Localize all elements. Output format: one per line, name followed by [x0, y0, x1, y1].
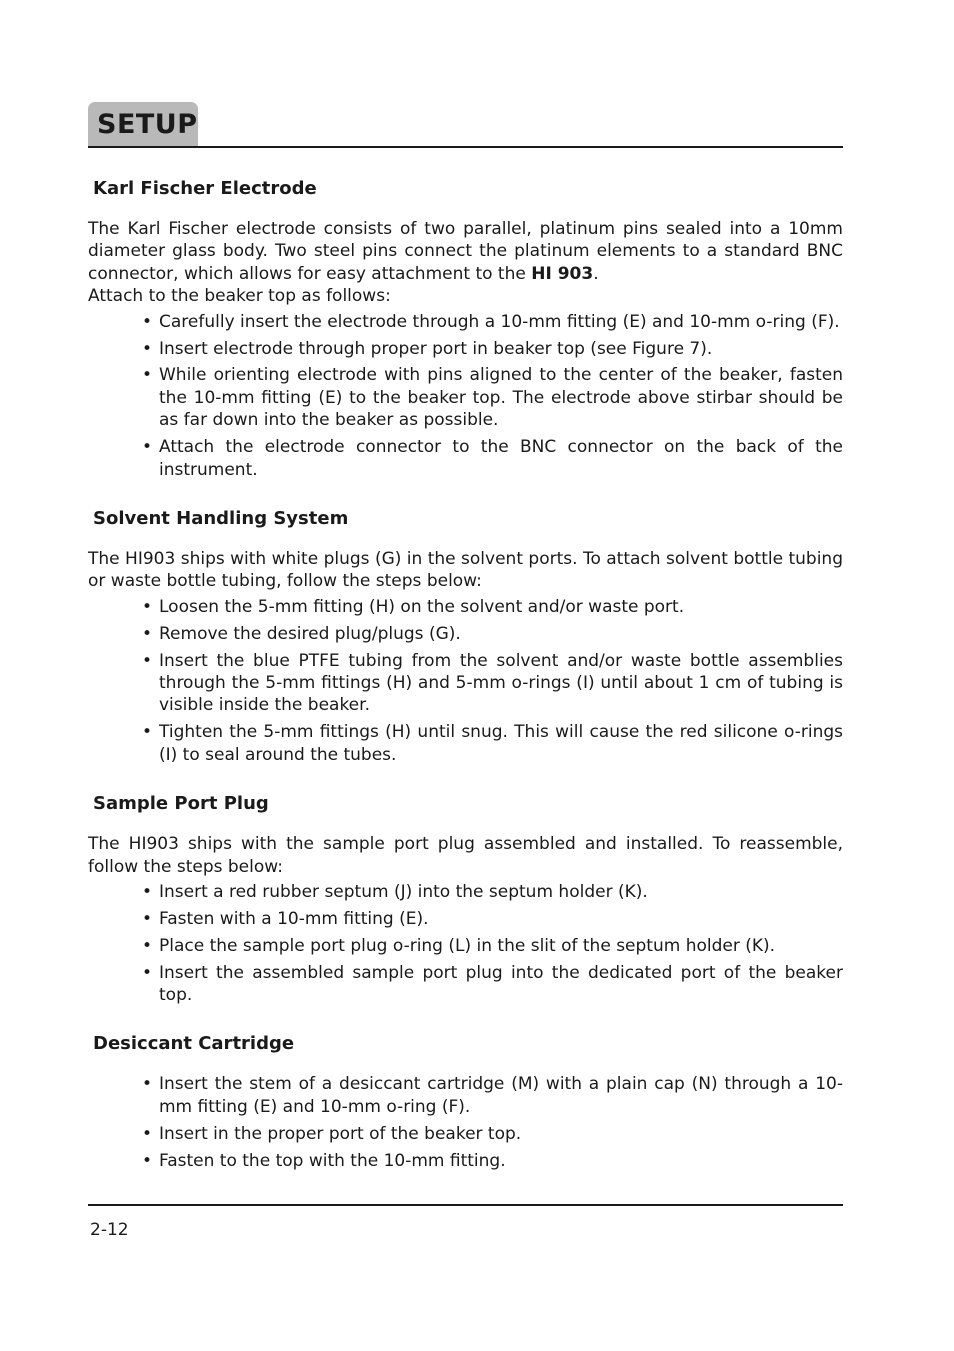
- bullet-icon: •: [142, 365, 153, 386]
- list-item-text: Loosen the 5-mm fitting (H) on the solvent and/or waste port.: [159, 596, 685, 617]
- section-heading: Solvent Handling System: [93, 507, 349, 529]
- footer-divider: [88, 1204, 843, 1206]
- list-item: [142, 935, 843, 957]
- intro-text-end: .: [593, 263, 599, 284]
- list-item: [142, 650, 843, 717]
- list-item: [142, 311, 843, 333]
- step-list: [88, 596, 843, 766]
- section-desiccant-cartridge: [88, 1030, 843, 1172]
- header-divider: [88, 146, 843, 148]
- list-item: [142, 908, 843, 930]
- list-item-text: Tighten the 5-mm fittings (H) until snug. This will cause the red silicone o-rings (I) to seal around the tubes.: [159, 722, 843, 765]
- list-item: [142, 721, 843, 766]
- page-content: [88, 175, 843, 1196]
- list-item: [142, 1150, 843, 1172]
- list-item-text: Insert the stem of a desiccant cartridge (M) with a plain cap (N) through a 10-mm fitting (E) and 10-mm o-ring (F).: [159, 1074, 843, 1117]
- list-item-text: While orienting electrode with pins aligned to the center of the beaker, fasten the 10-mm fitting (E) to the beaker top. The electrode above stirbar should be as far down into the beaker as possible.: [159, 365, 843, 431]
- list-item-text: Insert electrode through proper port in beaker top (see Figure 7).: [159, 338, 713, 359]
- page-number: 2-12: [90, 1220, 129, 1240]
- section-karl-fischer-electrode: [88, 175, 843, 481]
- bullet-icon: •: [142, 1123, 153, 1144]
- bullet-icon: •: [142, 338, 153, 359]
- section-heading: Sample Port Plug: [93, 793, 269, 815]
- section-title-tab: [88, 102, 198, 146]
- bullet-icon: •: [142, 1074, 153, 1095]
- list-item: [142, 364, 843, 431]
- list-item: [142, 1073, 843, 1118]
- list-item: [142, 1123, 843, 1145]
- list-item: [142, 596, 843, 618]
- step-list: [88, 311, 843, 481]
- section-solvent-handling-system: [88, 505, 843, 766]
- list-item: [142, 962, 843, 1007]
- bullet-icon: •: [142, 437, 153, 458]
- list-item: [142, 338, 843, 360]
- list-item-text: Fasten to the top with the 10-mm fitting.: [159, 1150, 506, 1171]
- list-item-text: Attach the electrode connector to the BNC connector on the back of the instrument.: [159, 437, 843, 480]
- bullet-icon: •: [142, 962, 153, 983]
- section-heading: Karl Fischer Electrode: [93, 178, 317, 199]
- page-section-title: SETUP: [97, 109, 198, 140]
- list-item-text: Insert in the proper port of the beaker top.: [159, 1123, 522, 1144]
- bullet-icon: •: [142, 311, 153, 332]
- bullet-icon: •: [142, 722, 153, 743]
- bullet-icon: •: [142, 935, 153, 956]
- intro-text: The Karl Fischer electrode consists of two parallel, platinum pins sealed into a 10mm diameter glass body. Two steel pins connect the platinum elements to a standard BNC connector, which allows for easy attachment to the: [88, 219, 843, 284]
- section-intro-2: Attach to the beaker top as follows:: [88, 286, 391, 307]
- section-intro: The HI903 ships with the sample port plug assembled and installed. To reassemble, follow the steps below:: [88, 834, 843, 877]
- list-item-text: Insert a red rubber septum (J) into the septum holder (K).: [159, 881, 648, 902]
- bullet-icon: •: [142, 881, 153, 902]
- section-heading: Desiccant Cartridge: [93, 1033, 295, 1055]
- list-item: [142, 436, 843, 481]
- bullet-icon: •: [142, 650, 153, 671]
- list-item-text: Place the sample port plug o-ring (L) in the slit of the septum holder (K).: [159, 935, 776, 956]
- list-item-text: Fasten with a 10-mm fitting (E).: [159, 908, 429, 929]
- list-item-text: Remove the desired plug/plugs (G).: [159, 623, 461, 644]
- section-sample-port-plug: [88, 790, 843, 1006]
- bullet-icon: •: [142, 1150, 153, 1171]
- list-item: [142, 881, 843, 903]
- model-name: HI 903: [531, 263, 594, 284]
- bullet-icon: •: [142, 623, 153, 644]
- step-list: [88, 881, 843, 1007]
- list-item-text: Carefully insert the electrode through a 10-mm fitting (E) and 10-mm o-ring (F).: [159, 311, 840, 332]
- section-intro: [88, 218, 843, 285]
- bullet-icon: •: [142, 908, 153, 929]
- list-item-text: Insert the assembled sample port plug into the dedicated port of the beaker top.: [159, 962, 843, 1006]
- step-list: [88, 1073, 843, 1172]
- list-item: [142, 623, 843, 645]
- list-item-text: Insert the blue PTFE tubing from the solvent and/or waste bottle assemblies through the 5-mm fittings (H) and 5-mm o-rings (I) until about 1 cm of tubing is visible inside the beaker.: [159, 650, 843, 716]
- bullet-icon: •: [142, 596, 153, 617]
- section-intro: The HI903 ships with white plugs (G) in the solvent ports. To attach solvent bottle tubing or waste bottle tubing, follow the steps below:: [88, 548, 843, 592]
